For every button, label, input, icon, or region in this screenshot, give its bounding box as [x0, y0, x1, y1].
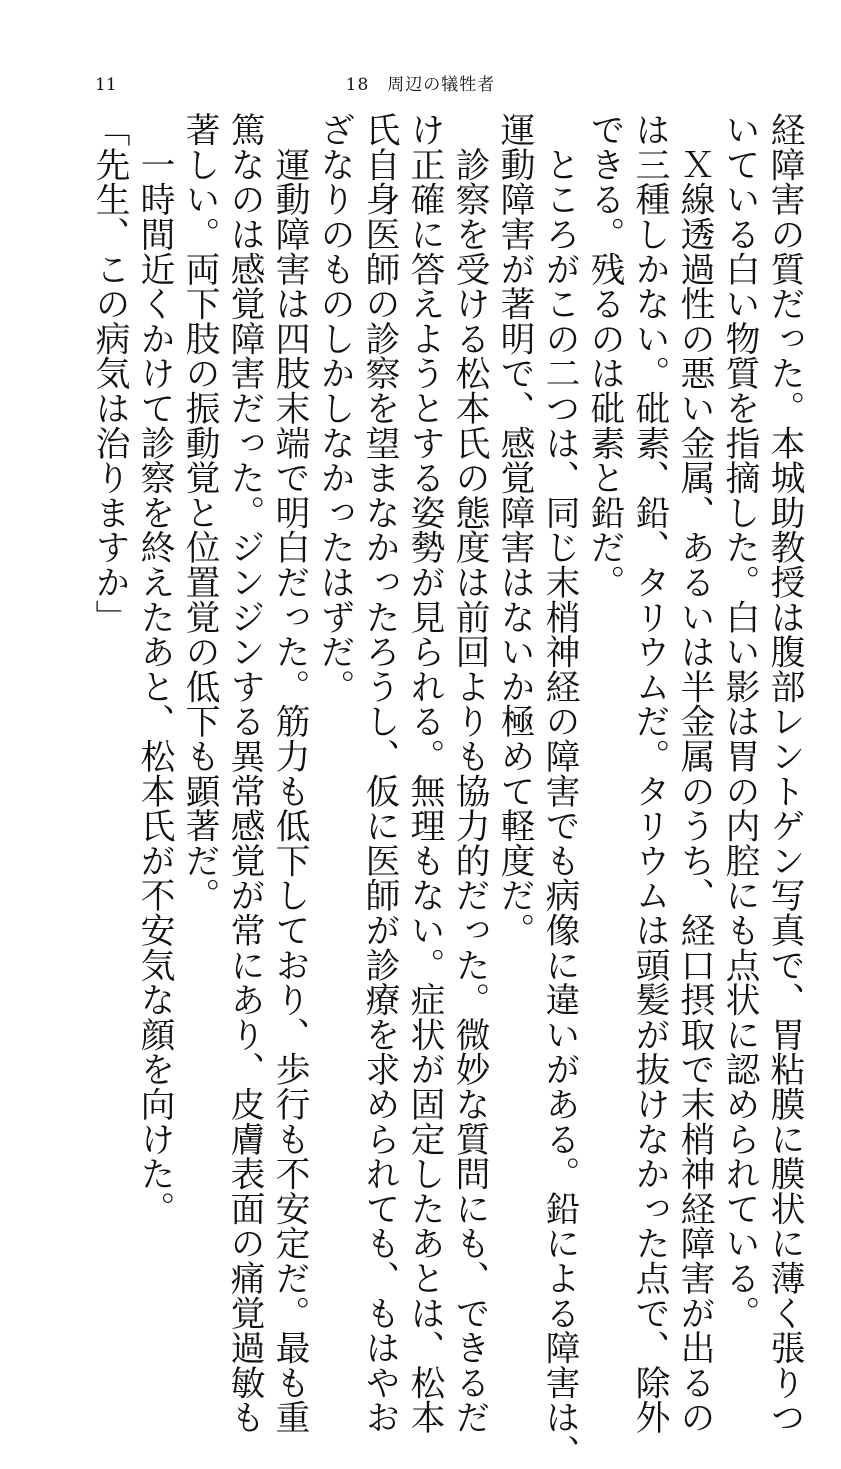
text-line: Ｘ線透過性の悪い金属、あるいは半金属のうち、経口摂取で末梢神経障害が出るの: [674, 112, 714, 1435]
text-line: 「先生、この病気は治りますか」: [89, 112, 129, 634]
text-line: ざなりのものしかしなかったはずだ。: [314, 112, 354, 704]
running-title: 18 周辺の犠牲者: [345, 75, 496, 95]
text-line: 経障害の質だった。本城助教授は腹部レントゲン写真で、胃粘膜に膜状に薄く張りつ: [764, 112, 804, 1435]
text-line: いている白い物質を指摘した。白い影は胃の内腔にも点状に認められている。: [719, 112, 759, 1330]
text-line: 篤なのは感覚障害だった。ジンジンする異常感覚が常にあり、皮膚表面の痛覚過敏も: [224, 112, 264, 1435]
text-line: 著しい。両下肢の振動覚と位置覚の低下も顕著だ。: [179, 112, 219, 913]
text-line: 診察を受ける松本氏の態度は前回よりも協力的だった。微妙な質問にも、できるだ: [449, 112, 489, 1435]
text-line: 運動障害は四肢末端で明白だった。筋力も低下しており、歩行も不安定だ。最も重: [269, 112, 309, 1435]
text-line: 一時間近くかけて診察を終えたあと、松本氏が不安気な顔を向けた。: [134, 112, 174, 1226]
text-line: は三種しかない。砒素、鉛、タリウムだ。タリウムは頭髪が抜けなかった点で、除外: [629, 112, 669, 1435]
text-line: ところがこの二つは、同じ末梢神経の障害でも病像に違いがある。鉛による障害は、: [539, 112, 579, 1469]
page-number: 11: [95, 75, 117, 95]
text-line: 氏自身医師の診察を望まなかったろうし、仮に医師が診療を求められても、もはやお: [359, 112, 399, 1435]
text-line: できる。残るのは砒素と鉛だ。: [584, 112, 624, 600]
text-line: け正確に答えようとする姿勢が見られる。無理もない。症状が固定したあとは、松本: [404, 112, 444, 1435]
text-line: 運動障害が著明で、感覚障害はないか極めて軽度だ。: [494, 112, 534, 948]
vertical-body-text: [86, 112, 806, 1469]
page-header: [0, 70, 841, 100]
